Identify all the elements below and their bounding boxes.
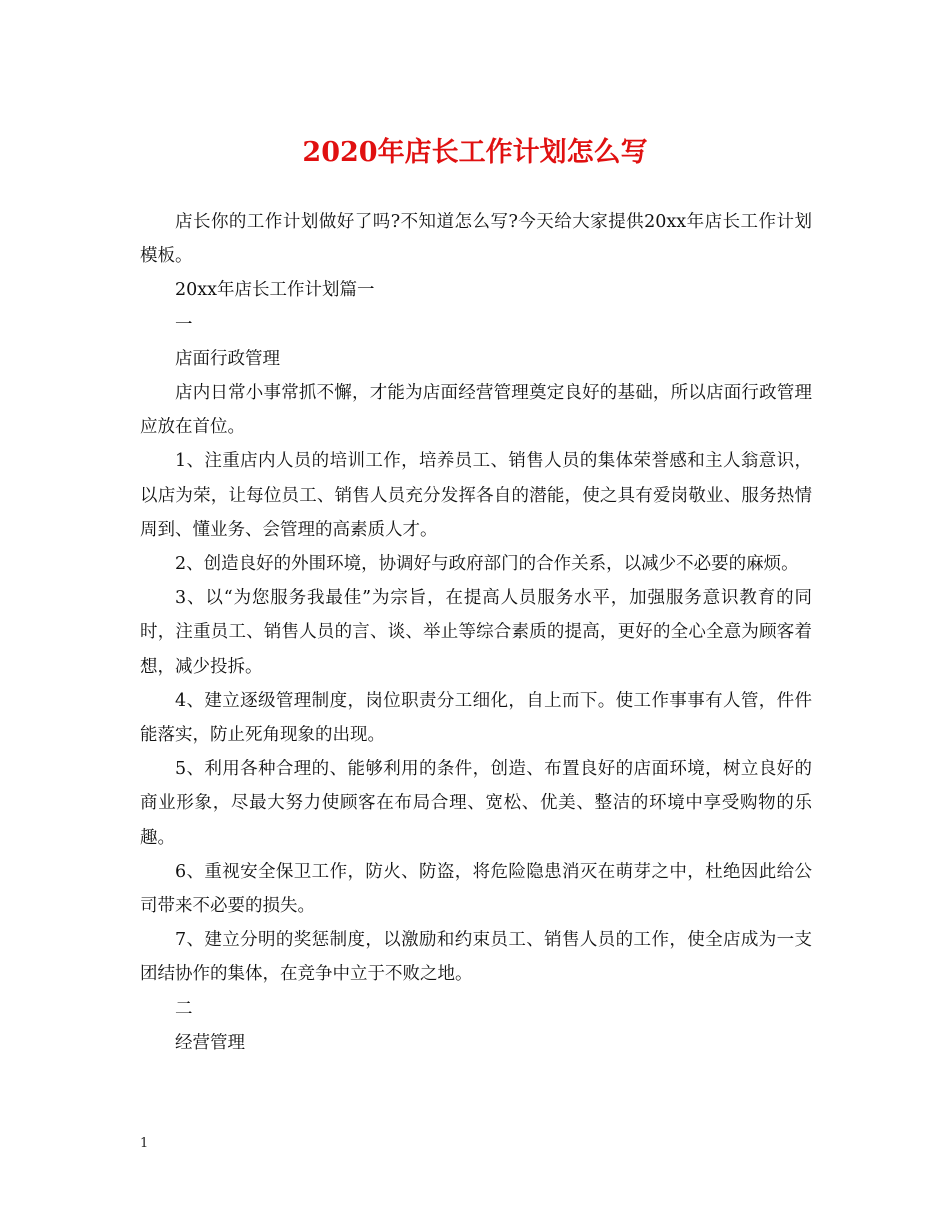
paragraph-part-one-heading: 店面行政管理 — [175, 348, 280, 369]
paragraph-item-5: 5、利用各种合理的、能够利用的条件，创造、布置良好的店面环境，树立良好的商业形象，尽最大努力使顾客在布局合理、宽松、优美、整洁的环境中享受购物的乐趣。 — [140, 759, 812, 848]
paragraph-item-6: 6、重视安全保卫工作，防火、防盗，将危险隐患消灭在萌芽之中，杜绝因此给公司带来不必要的损失。 — [140, 861, 812, 917]
paragraph-section-heading: 20xx年店长工作计划篇一 — [175, 280, 375, 301]
paragraph-item-4: 4、建立逐级管理制度，岗位职责分工细化，自上而下。使工作事事有人管，件件能落实，防止死角现象的出现。 — [140, 690, 812, 746]
document-title: 2020年店长工作计划怎么写 — [302, 137, 648, 168]
paragraph-part-one-marker: 一 — [175, 314, 193, 335]
paragraph-item-1: 1、注重店内人员的培训工作，培养员工、销售人员的集体荣誉感和主人翁意识，以店为荣，让每位员工、销售人员充分发挥各自的潜能，使之具有爱岗敬业、服务热情周到、懂业务、会管理的高素质人才。 — [140, 451, 812, 540]
paragraph-item-3: 3、以“为您服务我最佳”为宗旨，在提高人员服务水平，加强服务意识教育的同时，注重员工、销售人员的言、谈、举止等综合素质的提高，更好的全心全意为顾客着想，减少投拆。 — [140, 588, 812, 677]
page-number: 1 — [140, 1136, 149, 1151]
paragraph-intro: 店长你的工作计划做好了吗?不知道怎么写?今天给大家提供20xx年店长工作计划模板。 — [140, 212, 812, 267]
paragraph-part-one-intro: 店内日常小事常抓不懈，才能为店面经营管理奠定良好的基础，所以店面行政管理应放在首位。 — [140, 383, 812, 438]
paragraph-part-two-heading: 经营管理 — [175, 1032, 245, 1053]
paragraph-item-7: 7、建立分明的奖惩制度，以激励和约束员工、销售人员的工作，使全店成为一支团结协作的集体，在竞争中立于不败之地。 — [140, 930, 812, 985]
paragraph-item-2: 2、创造良好的外围环境，协调好与政府部门的合作关系，以减少不必要的麻烦。 — [175, 554, 799, 575]
paragraph-part-two-marker: 二 — [175, 998, 193, 1019]
document-body — [140, 205, 812, 1060]
